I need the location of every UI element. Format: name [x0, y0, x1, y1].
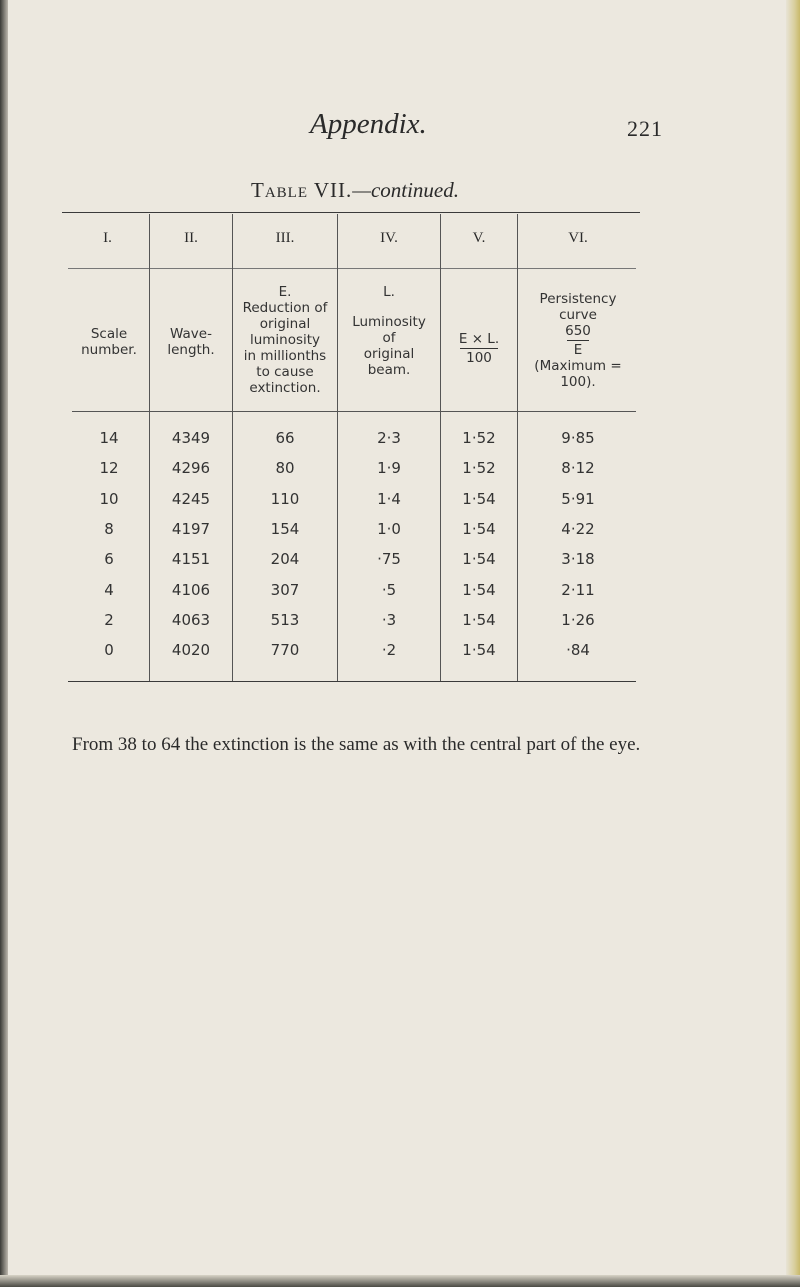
header-text: original [363, 346, 415, 362]
column-number-6: VI. [568, 230, 588, 246]
table-cell: 4020 [171, 641, 211, 660]
table-cell: 9·85 [561, 429, 595, 447]
table-cell: ·75 [377, 550, 401, 569]
table-top-rule [62, 212, 640, 213]
table-cell: 1·54 [462, 641, 496, 660]
table-cell: 2·3 [377, 429, 401, 447]
table-cell: 1·54 [462, 550, 496, 569]
table-cell: 12 [99, 459, 119, 478]
header-rule-upper [68, 268, 636, 269]
table-cell: 1·26 [561, 610, 595, 629]
table-cell: 4197 [171, 519, 211, 538]
table-cell: 8·12 [561, 459, 595, 478]
table-cell: 14 [99, 429, 119, 447]
table-cell: 1·54 [462, 489, 496, 508]
header-text: beam. [367, 362, 411, 378]
table-title-label: Table VII. [251, 178, 353, 202]
table-cell: 4349 [171, 429, 211, 447]
page-number: 221 [627, 116, 663, 141]
fraction-denominator: 100 [466, 350, 492, 366]
table-cell: 1·52 [462, 459, 496, 478]
table-cell: 770 [270, 641, 300, 660]
header-text: extinction. [249, 380, 321, 396]
table-cell: 154 [270, 519, 300, 538]
table-cell: 513 [270, 610, 300, 629]
table-cell: 110 [270, 489, 300, 508]
table-cell: 8 [104, 519, 114, 538]
table-cell: 4106 [171, 580, 211, 599]
table-cell: 2 [104, 610, 114, 629]
header-text: L. [383, 284, 395, 300]
table-cell: 3·18 [561, 550, 595, 569]
header-text: length. [167, 342, 215, 358]
table-cell: 10 [99, 489, 119, 508]
fraction-numerator: 650 [565, 323, 591, 339]
header-reduction [233, 284, 337, 396]
page-edge-right [786, 0, 800, 1287]
table-cell: 80 [275, 459, 295, 478]
table-cell: 4·22 [561, 519, 595, 538]
header-text: Reduction of [242, 300, 328, 316]
header-rule-lower [72, 411, 636, 412]
table-cell: 4296 [171, 459, 211, 478]
table-cell: 4 [104, 580, 114, 599]
header-scale-number [70, 326, 148, 358]
column-number-4: IV. [380, 230, 398, 246]
header-luminosity [338, 284, 440, 378]
table-cell: 1·52 [462, 429, 496, 447]
table-cell: 1·54 [462, 610, 496, 629]
fraction-bar [460, 348, 498, 349]
header-text: E. [278, 284, 292, 300]
running-title: Appendix. [310, 108, 427, 140]
header-text: number. [81, 342, 137, 358]
header-wave-length [150, 326, 232, 358]
table-cell: 2·11 [561, 580, 595, 599]
table-cell: 204 [270, 550, 300, 569]
header-text: of [382, 330, 396, 346]
table-cell: ·2 [381, 641, 397, 660]
page-edge-bottom [0, 1275, 800, 1287]
running-head [0, 108, 800, 148]
header-text: Wave- [170, 326, 212, 342]
table-cell: 1·0 [377, 519, 401, 538]
table-title-suffix: —continued. [352, 178, 459, 202]
fraction-denominator: E [573, 342, 583, 358]
table-bottom-rule [68, 681, 636, 682]
column-number-3: III. [275, 230, 295, 246]
header-text: Scale [90, 326, 128, 342]
table-cell: 1·54 [462, 519, 496, 538]
fraction-numerator: E × L. [458, 331, 500, 347]
table-cell: 4063 [171, 610, 211, 629]
table-cell: 0 [104, 641, 114, 660]
table-cell: 66 [275, 429, 295, 447]
table-cell: 1·54 [462, 580, 496, 599]
table-cell: 4245 [171, 489, 211, 508]
table-cell: ·5 [381, 580, 397, 599]
table-cell: ·84 [566, 641, 590, 660]
header-text: 100). [560, 374, 596, 390]
table-cell: 307 [270, 580, 300, 599]
header-persistency [518, 291, 638, 390]
table-cell: 4151 [171, 550, 211, 569]
header-text: to cause [256, 364, 314, 380]
header-text: Luminosity [352, 314, 426, 330]
header-product [441, 331, 517, 366]
table-cell: 1·9 [377, 459, 401, 478]
header-text: (Maximum = [534, 358, 622, 374]
column-number-5: V. [472, 230, 486, 246]
fraction-bar [567, 340, 589, 341]
header-text: Persistency [539, 291, 617, 307]
column-number-1: I. [103, 230, 112, 246]
table-cell: ·3 [381, 610, 397, 629]
table-cell: 5·91 [561, 489, 595, 508]
header-text: in millionths [243, 348, 327, 364]
header-text: luminosity [249, 332, 321, 348]
table-cell: 1·4 [377, 489, 401, 508]
column-number-2: II. [184, 230, 198, 246]
table-title [0, 178, 710, 203]
footnote: From 38 to 64 the extinction is the same as with the central part of the eye. [72, 734, 641, 755]
table-cell: 6 [104, 550, 114, 569]
header-text: curve [559, 307, 597, 323]
header-text: original [259, 316, 311, 332]
